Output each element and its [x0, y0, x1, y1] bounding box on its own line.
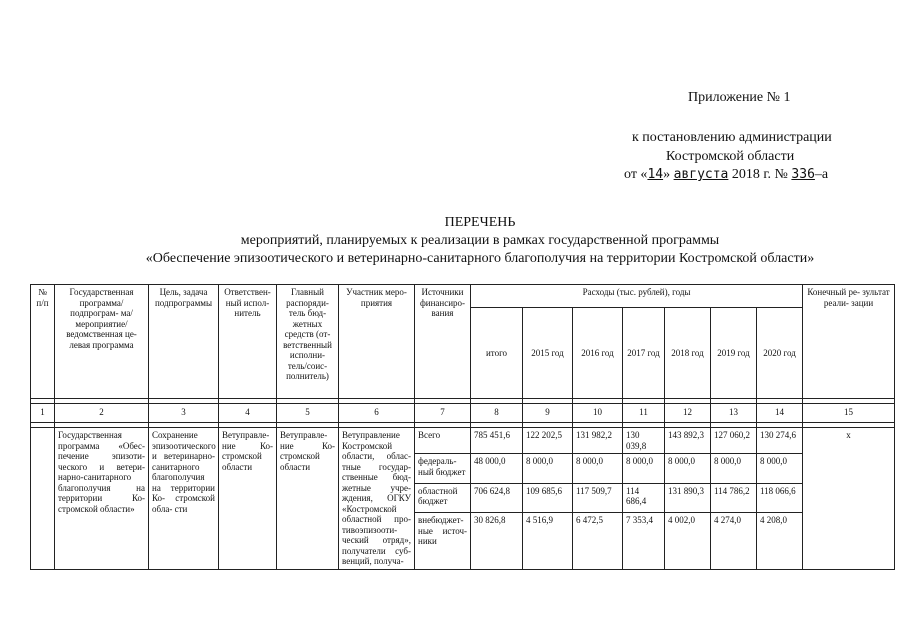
table-row	[31, 428, 895, 454]
header-year: 2015 год	[523, 308, 573, 399]
appendix-line-2: Костромской области	[666, 149, 795, 164]
value-cell: 130 274,6	[757, 428, 803, 454]
appendix-date-line	[624, 165, 828, 185]
value-cell: 6 472,5	[573, 513, 623, 569]
value-cell: 7 353,4	[623, 513, 665, 569]
source-cell: Всего	[415, 428, 471, 454]
result-cell: х	[803, 428, 895, 570]
value-cell: 706 624,8	[471, 483, 523, 513]
header-year: 2020 год	[757, 308, 803, 399]
column-index: 4	[219, 404, 277, 423]
document-title: ПЕРЕЧЕНЬ	[444, 215, 516, 230]
column-index: 2	[55, 404, 149, 423]
value-cell: 8 000,0	[523, 454, 573, 484]
header-goal: Цель, задача подпрограммы	[149, 285, 219, 399]
decree-number: 336	[791, 167, 815, 182]
column-index: 3	[149, 404, 219, 423]
date-month: августа	[673, 167, 729, 182]
header-num: № п/п	[31, 285, 55, 399]
value-cell: 114 786,2	[711, 483, 757, 513]
appendix-line-1: к постановлению администрации	[632, 130, 832, 145]
value-cell: 117 509,7	[573, 483, 623, 513]
date-day: 14	[647, 167, 664, 182]
header-year: 2018 год	[665, 308, 711, 399]
value-cell: 30 826,8	[471, 513, 523, 569]
column-index: 11	[623, 404, 665, 423]
header-responsible: Ответствен- ный испол- нитель	[219, 285, 277, 399]
column-index: 14	[757, 404, 803, 423]
date-year: 2018 г. №	[728, 167, 792, 182]
column-index: 12	[665, 404, 711, 423]
column-index: 15	[803, 404, 895, 423]
header-year: 2017 год	[623, 308, 665, 399]
value-cell: 4 002,0	[665, 513, 711, 569]
value-cell: 122 202,5	[523, 428, 573, 454]
value-cell: 4 274,0	[711, 513, 757, 569]
value-cell: 8 000,0	[665, 454, 711, 484]
column-index: 13	[711, 404, 757, 423]
value-cell: 4 208,0	[757, 513, 803, 569]
row-num	[31, 428, 55, 570]
column-index: 5	[277, 404, 339, 423]
value-cell: 8 000,0	[711, 454, 757, 484]
appendix-title: Приложение № 1	[688, 90, 791, 105]
column-index: 6	[339, 404, 415, 423]
program-cell: Государственная программа «Обес- печение эпизоти- ческого и ветери- нарно-санитарного благополучия на территории Ко- стромской области»	[55, 428, 149, 570]
value-cell: 8 000,0	[757, 454, 803, 484]
manager-cell: Ветуправле- ние Ко- стромской области	[277, 428, 339, 570]
column-index: 9	[523, 404, 573, 423]
column-index-row	[31, 404, 895, 423]
header-year: 2019 год	[711, 308, 757, 399]
column-index: 1	[31, 404, 55, 423]
header-participant: Участник меро- приятия	[339, 285, 415, 399]
header-result: Конечный ре- зультат реали- зации	[803, 285, 895, 399]
value-cell: 114 686,4	[623, 483, 665, 513]
value-cell: 8 000,0	[573, 454, 623, 484]
date-prefix: от «	[624, 167, 648, 182]
goal-cell: Сохранение эпизоотического и ветеринарно- санитарного благополучия на территории Ко- стромской обла- сти	[149, 428, 219, 570]
header-year: 2016 год	[573, 308, 623, 399]
column-index: 10	[573, 404, 623, 423]
header-program: Государственная программа/ подпрограм- ма/мероприятие/ ведомственная це- левая программа	[55, 285, 149, 399]
value-cell: 127 060,2	[711, 428, 757, 454]
header-manager: Главный распоряди- тель бюд- жетных средств (от- ветственный исполни- тель/соис- полнитель)	[277, 285, 339, 399]
value-cell: 8 000,0	[623, 454, 665, 484]
participant-cell: Ветуправление Костромской области, облас- тные государ- ственные бюд- жетные учре- ждения, ОГКУ «Костромской областной про- тивоэпизооти- ческий отряд», получатели суб- венций, получа-	[339, 428, 415, 570]
value-cell: 131 982,2	[573, 428, 623, 454]
source-cell: областной бюджет	[415, 483, 471, 513]
value-cell: 131 890,3	[665, 483, 711, 513]
value-cell: 109 685,6	[523, 483, 573, 513]
column-index: 7	[415, 404, 471, 423]
header-total: итого	[471, 308, 523, 399]
source-cell: федераль- ный бюджет	[415, 454, 471, 484]
column-index: 8	[471, 404, 523, 423]
value-cell: 143 892,3	[665, 428, 711, 454]
document-subtitle-1: мероприятий, планируемых к реализации в рамках государственной программы	[240, 233, 720, 248]
responsible-cell: Ветуправле- ние Ко- стромской области	[219, 428, 277, 570]
value-cell: 118 066,6	[757, 483, 803, 513]
header-sources: Источники финансиро- вания	[415, 285, 471, 399]
value-cell: 4 516,9	[523, 513, 573, 569]
decree-suffix: –а	[814, 167, 829, 182]
source-cell: внебюджет- ные источ- ники	[415, 513, 471, 569]
value-cell: 48 000,0	[471, 454, 523, 484]
value-cell: 785 451,6	[471, 428, 523, 454]
date-mid: »	[663, 167, 671, 182]
document-subtitle-2: «Обеспечение эпизоотического и ветеринарно-санитарного благополучия на территории Костромской области»	[145, 251, 815, 266]
value-cell: 130 039,8	[623, 428, 665, 454]
measures-table	[30, 284, 895, 570]
header-expenses: Расходы (тыс. рублей), годы	[471, 285, 803, 308]
